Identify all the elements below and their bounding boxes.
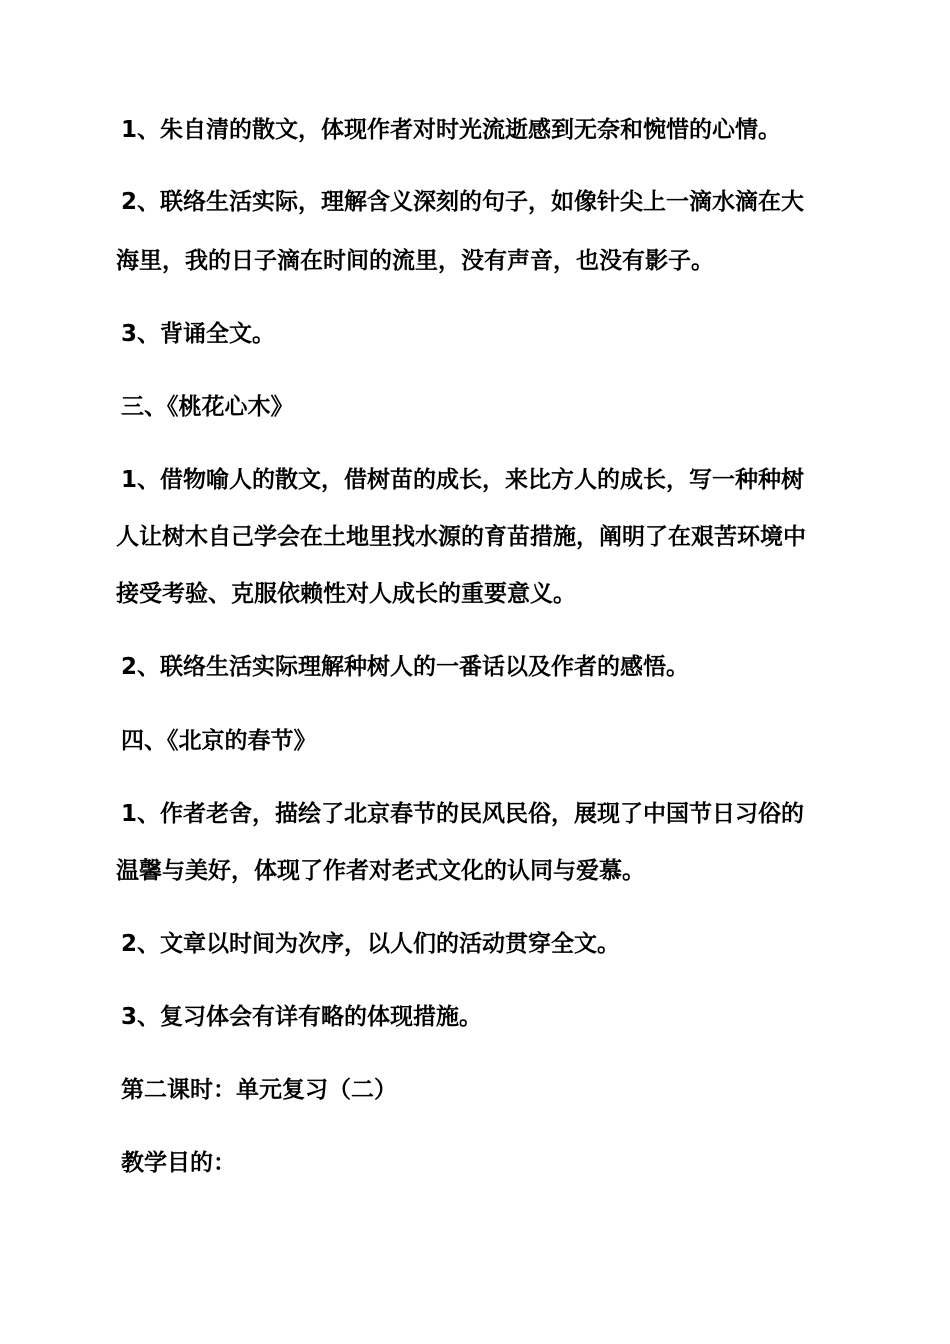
section-heading: 四、《北京的春节》	[121, 728, 317, 754]
paragraph-line: 1、借物喻人的散文，借树苗的成长，来比方人的成长，写一种种树	[121, 467, 805, 493]
paragraph-line: 2、联络生活实际理解种树人的一番话以及作者的感悟。	[121, 654, 690, 680]
paragraph-line: 1、朱自清的散文，体现作者对时光流逝感到无奈和惋惜的心情。	[121, 117, 782, 143]
section-heading: 三、《桃花心木》	[121, 394, 294, 420]
paragraph-line: 2、联络生活实际，理解含义深刻的句子，如像针尖上一滴水滴在大	[121, 189, 805, 215]
paragraph-line: 接受考验、克服依赖性对人成长的重要意义。	[116, 581, 576, 607]
paragraph-line: 人让树木自己学会在土地里找水源的育苗措施，阐明了在艰苦环境中	[116, 524, 806, 550]
objectives-heading: 教学目的：	[121, 1150, 236, 1176]
paragraph-line: 温馨与美好，体现了作者对老式文化的认同与爱慕。	[116, 858, 645, 884]
paragraph-line: 2、文章以时间为次序，以人们的活动贯穿全文。	[121, 931, 621, 957]
paragraph-line: 3、背诵全文。	[121, 321, 276, 347]
lesson-heading: 第二课时：单元复习（二）	[121, 1077, 397, 1103]
paragraph-line: 海里，我的日子滴在时间的流里，没有声音，也没有影子。	[116, 248, 714, 274]
paragraph-line: 1、作者老舍，描绘了北京春节的民风民俗，展现了中国节日习俗的	[121, 801, 805, 827]
paragraph-line: 3、复习体会有详有略的体现措施。	[121, 1004, 483, 1030]
